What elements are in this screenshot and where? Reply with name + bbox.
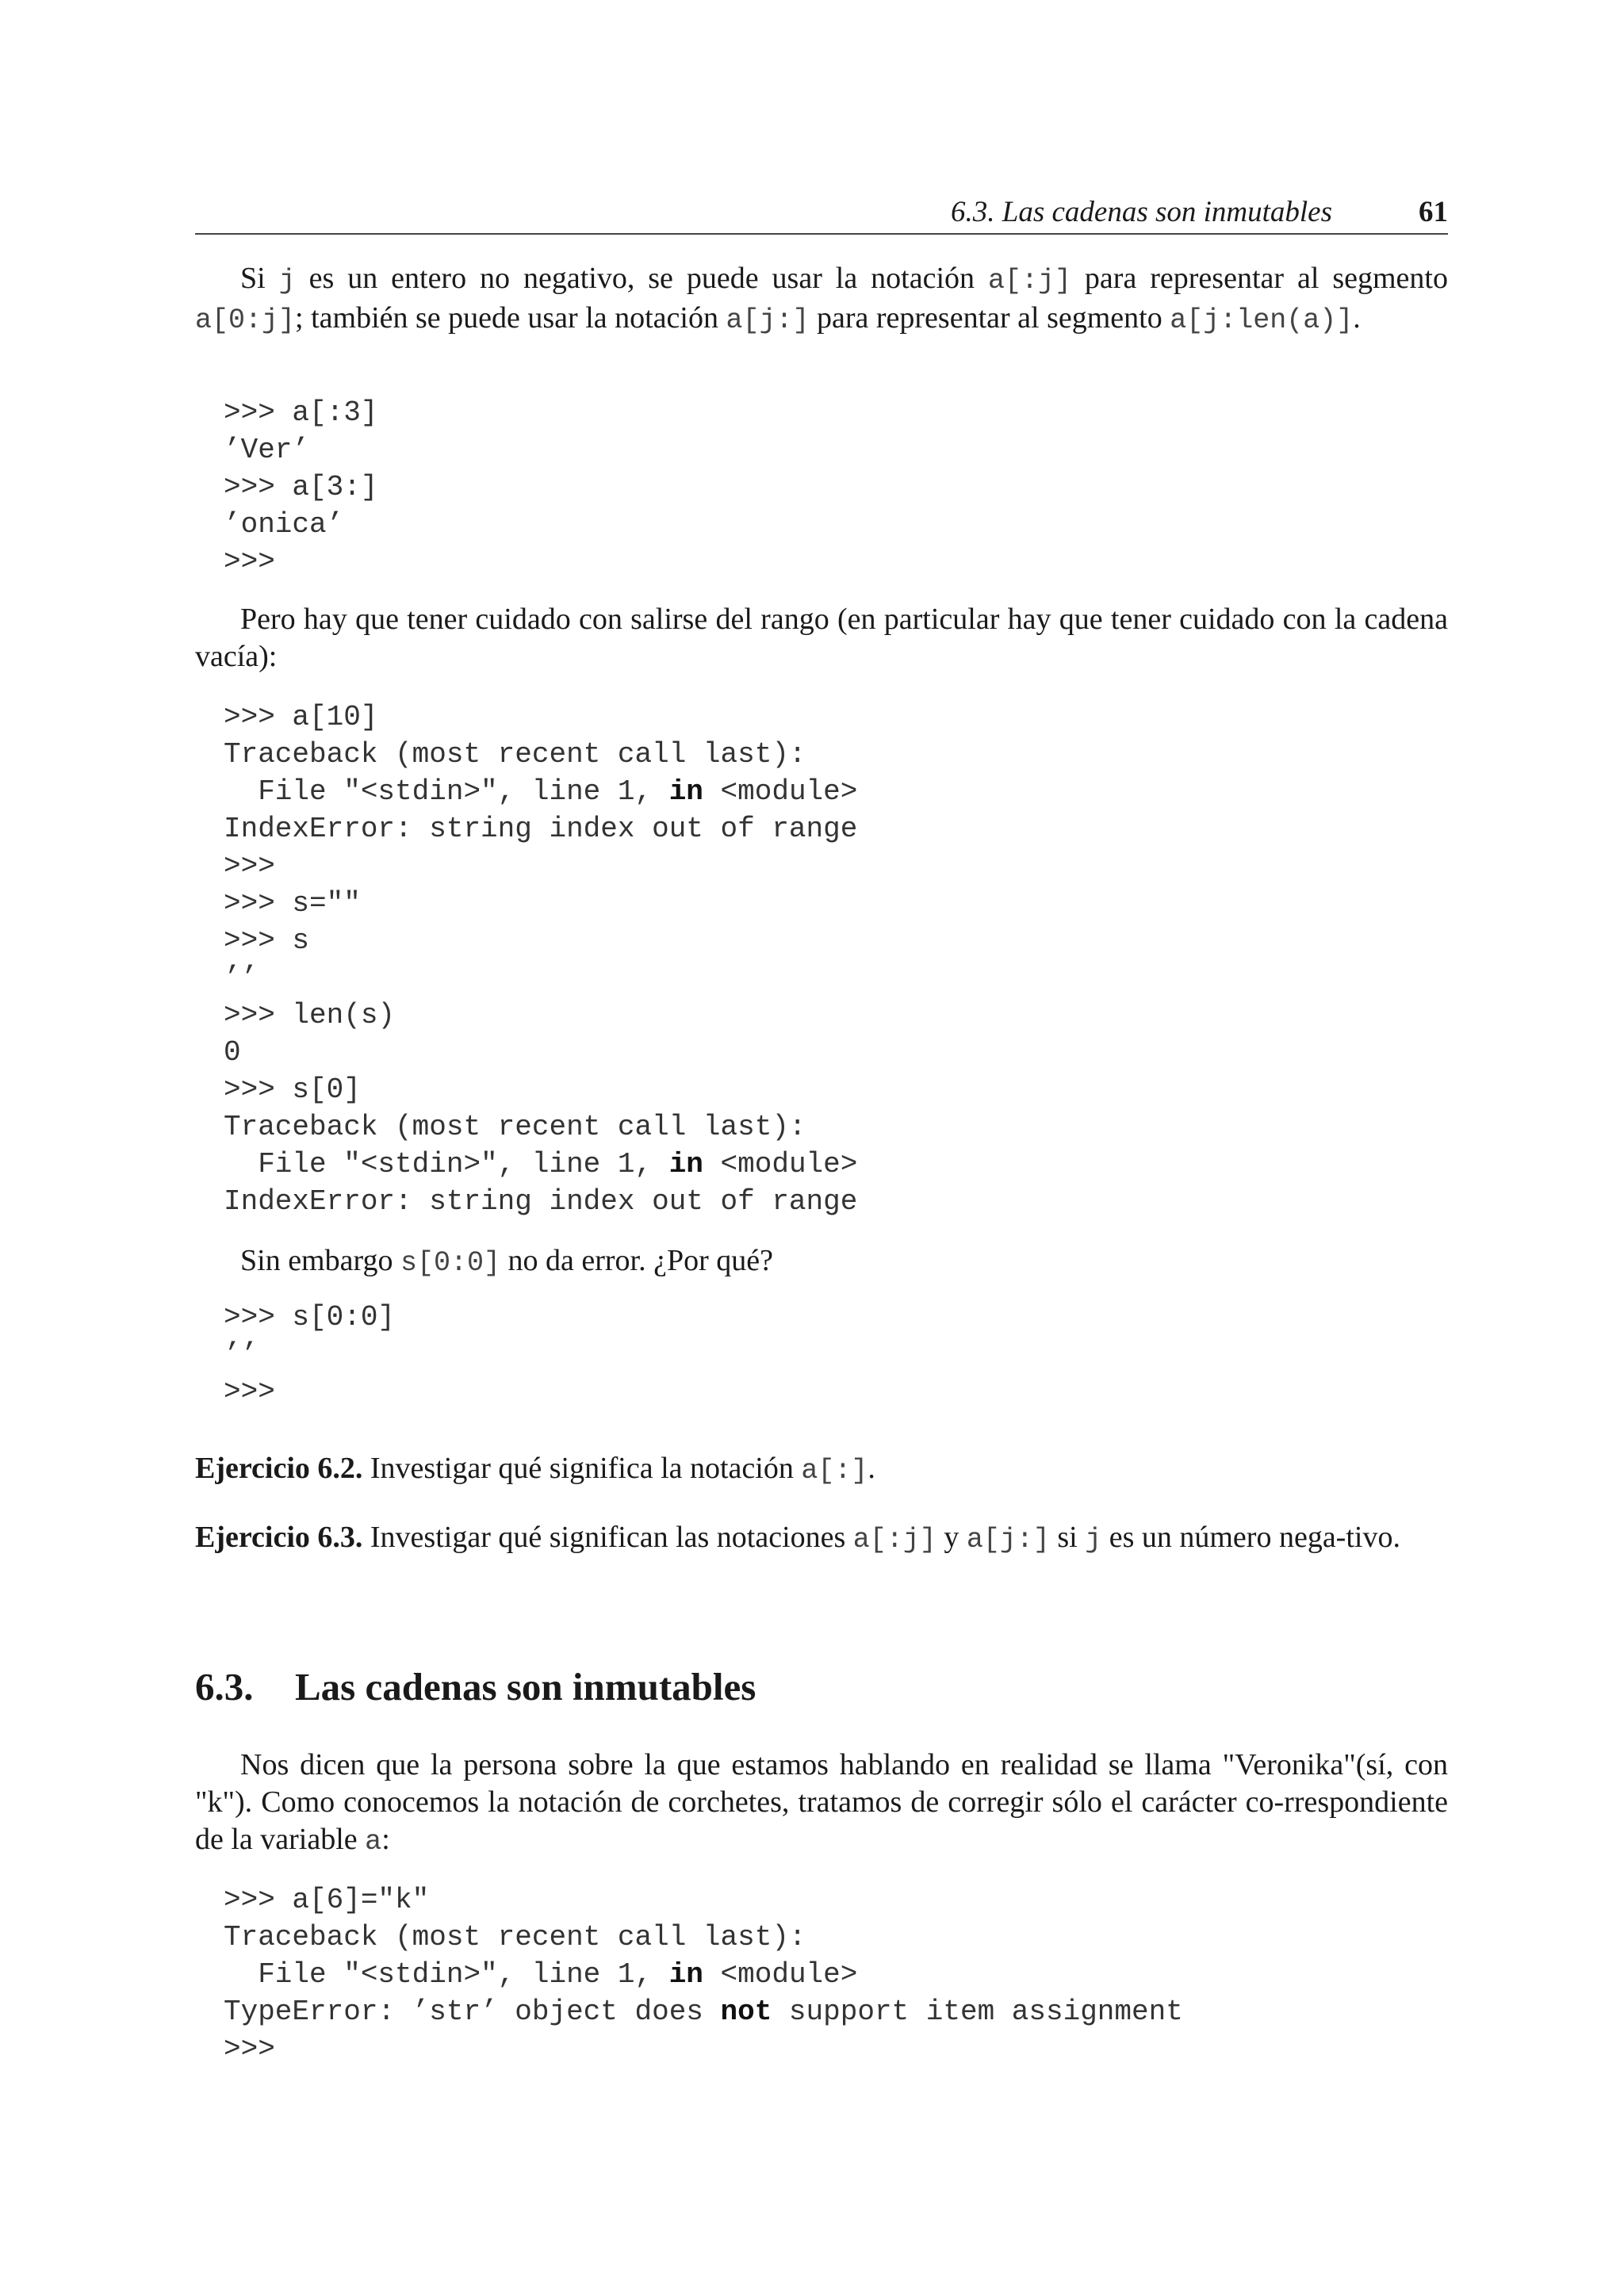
section-heading	[195, 1663, 756, 1711]
paragraph-range-warning: Pero hay que tener cuidado con salirse del rango (en particular hay que tener cuidado con la cadena vacía):	[195, 603, 1448, 673]
code-block-type-error: >>> a[6]="k" Traceback (most recent call last): File "<stdin>", line 1, in <module> TypeError: ’str’ object does not support item assignment >>>	[224, 1884, 1183, 2065]
section-number: 6.3.	[195, 1665, 254, 1709]
paragraph-empty-slice: Sin embargo s[0:0] no da error. ¿Por qué?	[240, 1244, 773, 1279]
code-block-slices: >>> a[:3] ’Ver’ >>> a[3:] ’onica’ >>>	[224, 396, 378, 578]
page-number: 61	[1419, 196, 1448, 228]
exercise-6-3: Ejercicio 6.3. Investigar qué significan las notaciones a[:j] y a[j:] si j es un número nega-tivo.	[195, 1521, 1400, 1556]
code-block-empty-slice: >>> s[0:0] ’’ >>>	[224, 1301, 396, 1408]
document-page	[195, 0, 1448, 2296]
paragraph-veronika: Nos dicen que la persona sobre la que estamos hablando en realidad se llama "Veronika"(sí, con "k"). Como conocemos la notación de corchetes, tratamos de corregir sólo el carácter co-rrespondiente de la variable a:	[195, 1748, 1448, 1858]
paragraph-slice-notation: Si j es un entero no negativo, se puede usar la notación a[:j] para representar al segmento a[0:j]; también se puede usar la notación a[j:] para representar al segmento a[j:len(a)].	[195, 262, 1448, 336]
exercise-6-2: Ejercicio 6.2. Investigar qué significa la notación a[:].	[195, 1452, 875, 1487]
section-title: Las cadenas son inmutables	[295, 1665, 756, 1709]
running-header-title: 6.3. Las cadenas son inmutables	[951, 196, 1332, 228]
running-header	[195, 195, 1448, 235]
code-block-index-errors: >>> a[10] Traceback (most recent call last): File "<stdin>", line 1, in <module> IndexError: string index out of range >>> >>> s="" >>> s ’’ >>> len(s) 0 >>> s[0] Traceback (most recent call last): File "<stdin>", line 1, in <module> IndexError: string index out of range	[224, 701, 858, 1218]
